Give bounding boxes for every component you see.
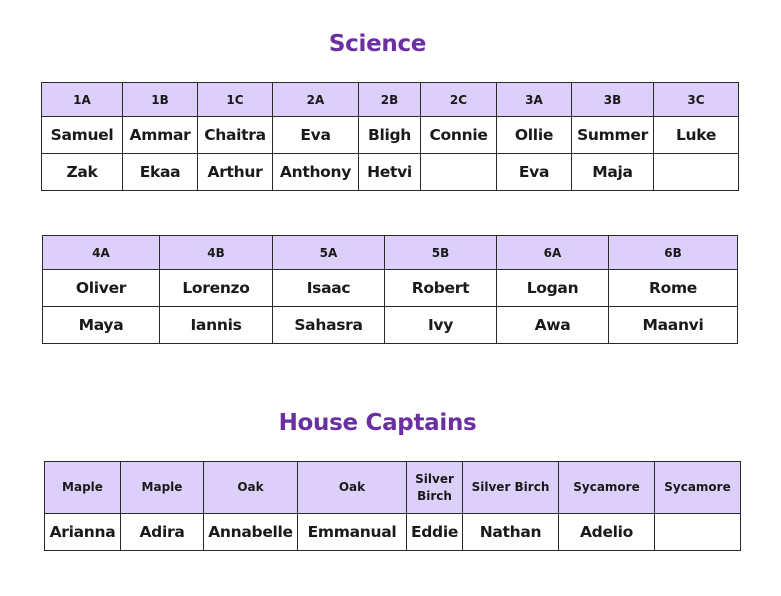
table-cell: Eddie	[407, 514, 463, 551]
column-header: 3A	[497, 83, 572, 117]
table-cell: Arthur	[198, 154, 273, 191]
column-header: 6A	[497, 236, 609, 270]
table-row	[42, 154, 739, 191]
column-header: Maple	[121, 462, 204, 514]
column-header: Oak	[298, 462, 407, 514]
column-header: 1B	[123, 83, 198, 117]
table-cell: Isaac	[273, 270, 385, 307]
table-cell: Eva	[497, 154, 572, 191]
column-header: 3B	[572, 83, 654, 117]
column-header: Sycamore	[655, 462, 741, 514]
column-header: 6B	[609, 236, 738, 270]
table-cell: Sahasra	[273, 307, 385, 344]
table-cell: Robert	[385, 270, 497, 307]
table-cell: Ammar	[123, 117, 198, 154]
table-cell: Annabelle	[204, 514, 298, 551]
science-heading: Science	[328, 31, 427, 57]
science-table-years-1-3	[41, 82, 739, 191]
column-header: 5B	[385, 236, 497, 270]
table-cell: Awa	[497, 307, 609, 344]
house-captains-table	[44, 461, 741, 551]
table-cell: Ekaa	[123, 154, 198, 191]
table-cell: Rome	[609, 270, 738, 307]
table-cell: Nathan	[463, 514, 559, 551]
table-cell: Summer	[572, 117, 654, 154]
science-table-years-4-6	[42, 235, 738, 344]
house-captains-heading: House Captains	[278, 410, 477, 436]
table-row	[45, 514, 741, 551]
table-cell: Iannis	[160, 307, 273, 344]
table-cell: Maanvi	[609, 307, 738, 344]
table-row	[43, 307, 738, 344]
table-cell: Luke	[654, 117, 739, 154]
column-header: 4B	[160, 236, 273, 270]
column-header: 2A	[273, 83, 359, 117]
column-header: 3C	[654, 83, 739, 117]
table-cell: Eva	[273, 117, 359, 154]
table-cell: Chaitra	[198, 117, 273, 154]
table-header-row	[43, 236, 738, 270]
table-cell: Bligh	[359, 117, 421, 154]
column-header: 5A	[273, 236, 385, 270]
table-cell: Samuel	[42, 117, 123, 154]
column-header: 1A	[42, 83, 123, 117]
table-cell	[421, 154, 497, 191]
column-header: 2B	[359, 83, 421, 117]
table-cell: Zak	[42, 154, 123, 191]
column-header: Silver Birch	[407, 462, 463, 514]
column-header: 2C	[421, 83, 497, 117]
column-header: Oak	[204, 462, 298, 514]
table-header-row	[45, 462, 741, 514]
table-header-row	[42, 83, 739, 117]
table-cell	[654, 154, 739, 191]
table-row	[42, 117, 739, 154]
column-header: Silver Birch	[463, 462, 559, 514]
table-cell: Ivy	[385, 307, 497, 344]
table-cell: Adelio	[559, 514, 655, 551]
table-cell: Logan	[497, 270, 609, 307]
column-header: Maple	[45, 462, 121, 514]
table-cell: Oliver	[43, 270, 160, 307]
table-cell: Ollie	[497, 117, 572, 154]
table-cell: Adira	[121, 514, 204, 551]
table-cell: Anthony	[273, 154, 359, 191]
column-header: 1C	[198, 83, 273, 117]
table-cell: Maja	[572, 154, 654, 191]
table-cell: Connie	[421, 117, 497, 154]
table-cell: Lorenzo	[160, 270, 273, 307]
table-cell: Maya	[43, 307, 160, 344]
table-row	[43, 270, 738, 307]
table-cell: Hetvi	[359, 154, 421, 191]
column-header: 4A	[43, 236, 160, 270]
table-cell: Emmanual	[298, 514, 407, 551]
table-cell	[655, 514, 741, 551]
table-cell: Arianna	[45, 514, 121, 551]
column-header: Sycamore	[559, 462, 655, 514]
